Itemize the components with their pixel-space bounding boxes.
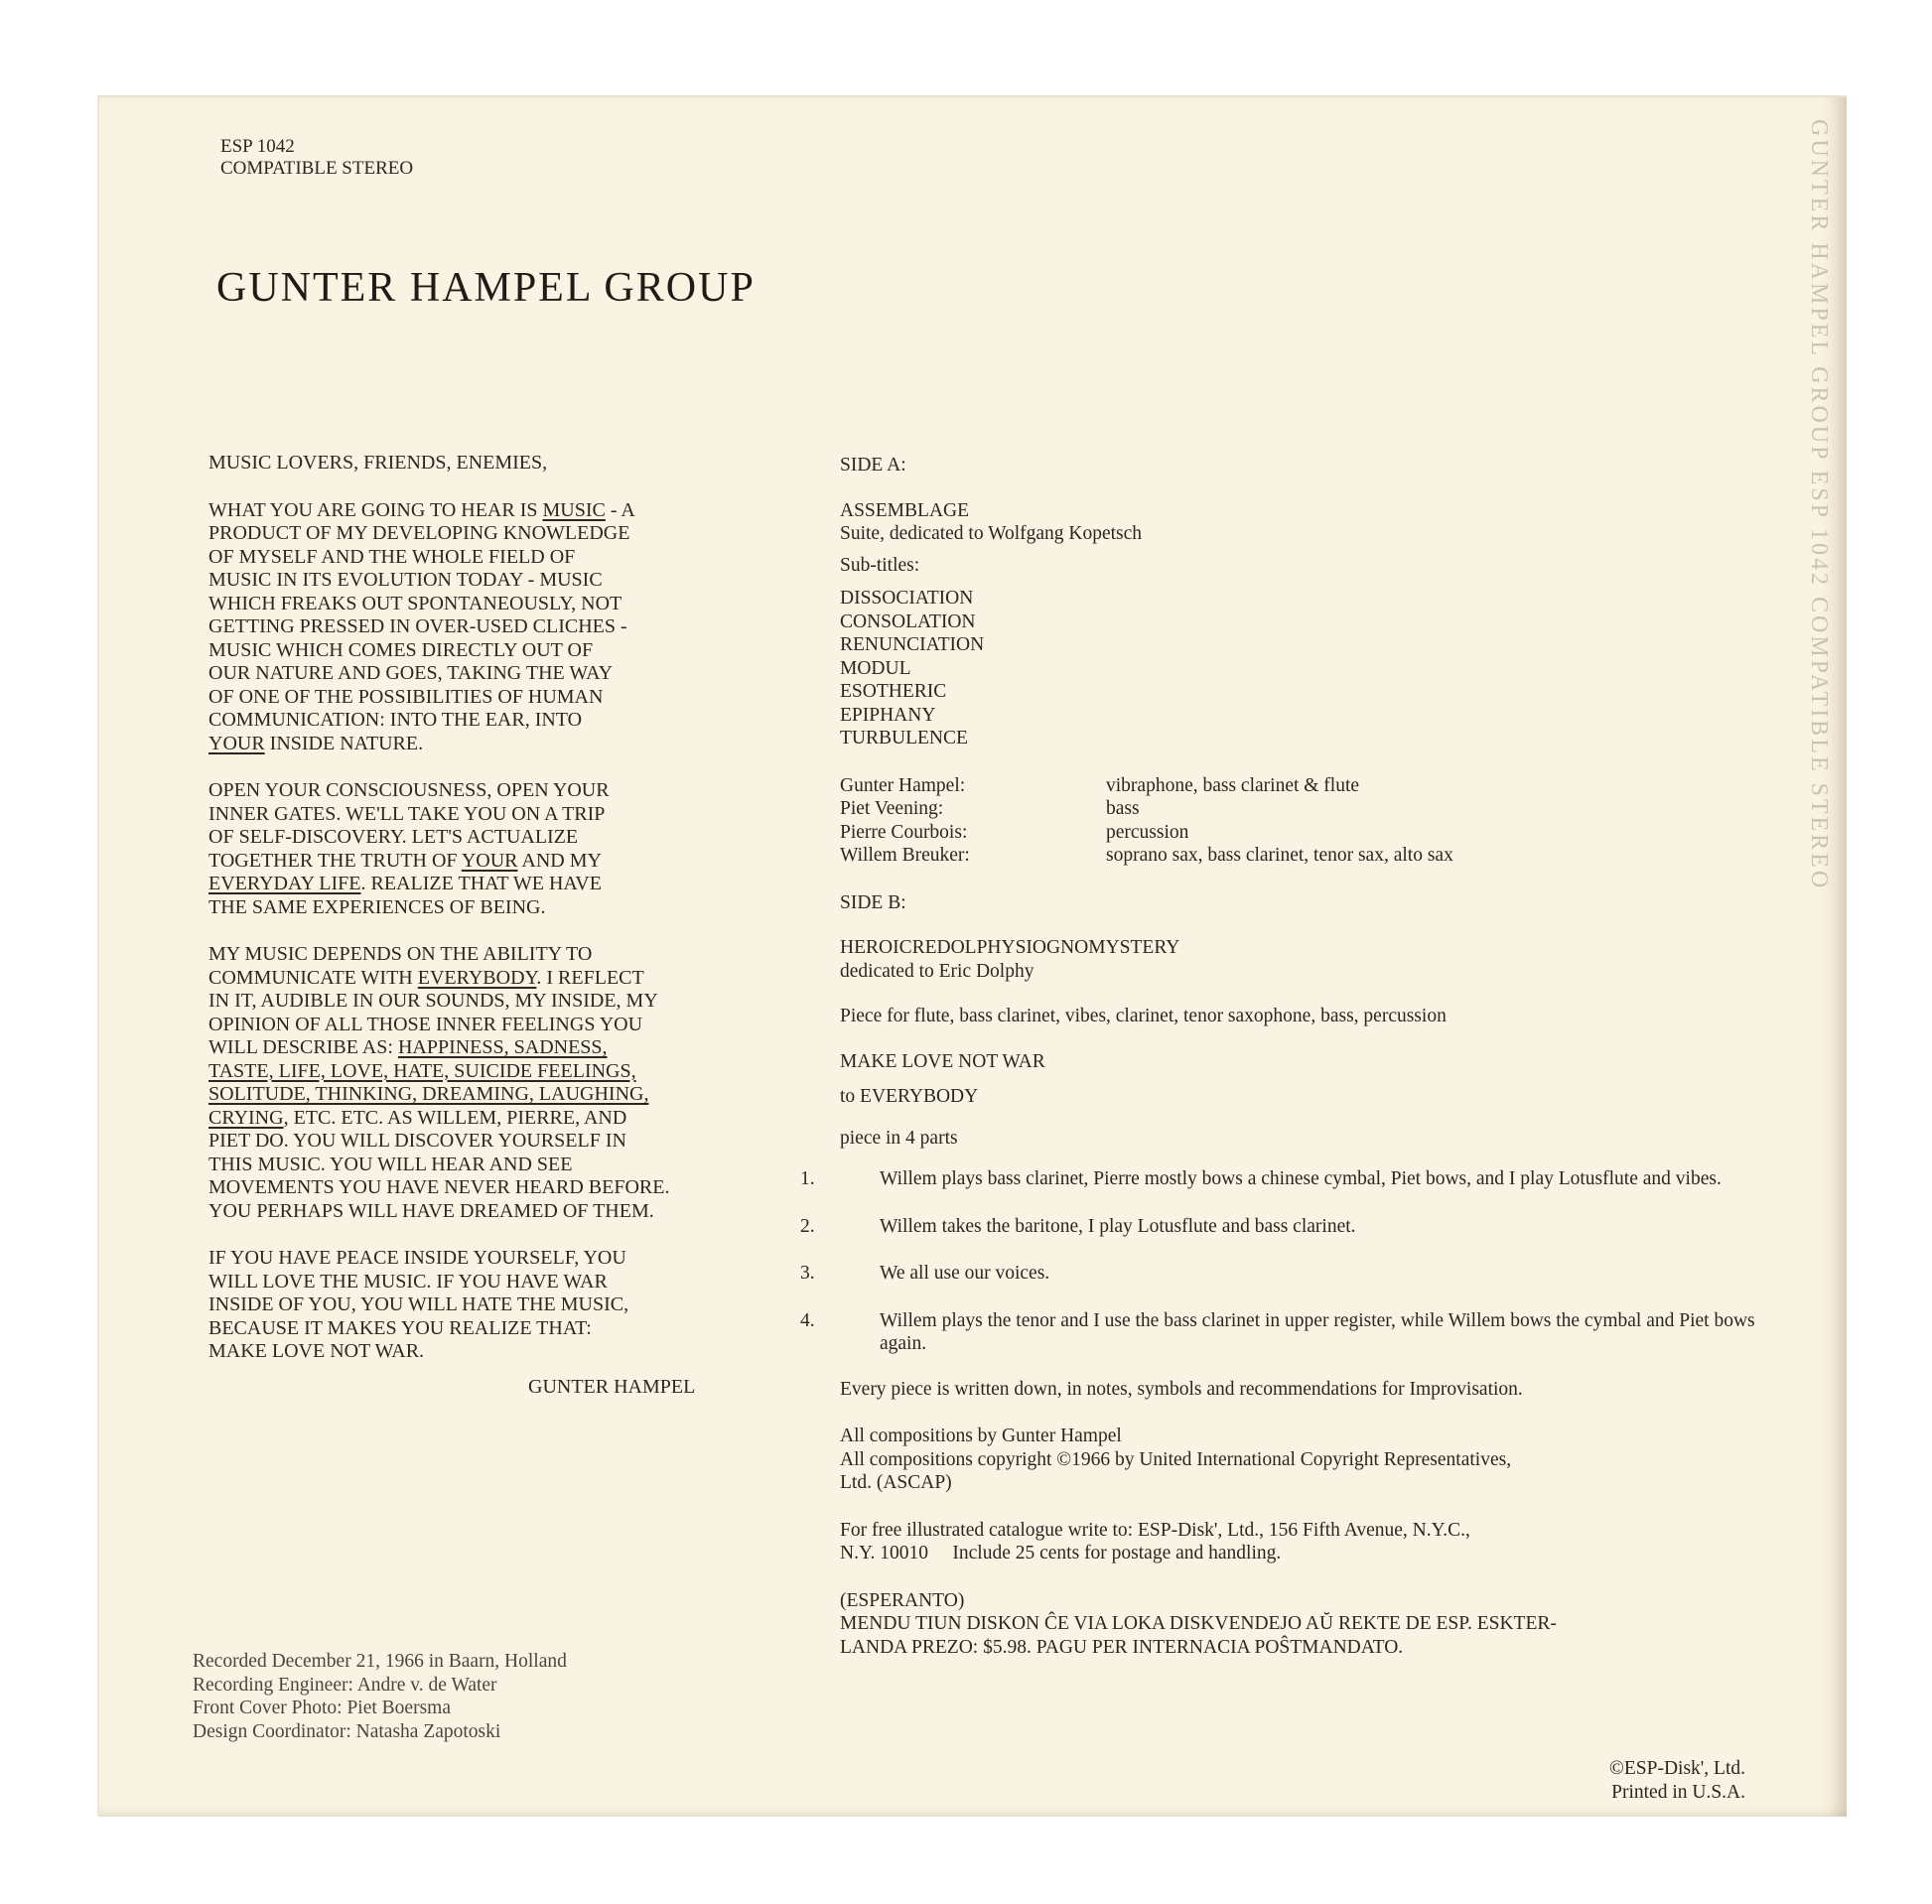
letter-line: [208, 1014, 774, 1037]
letter-text: PRODUCT OF MY DEVELOPING KNOWLEDGE: [208, 522, 630, 544]
personnel-instruments: percussion: [1106, 821, 1189, 843]
underlined-emphasis: EVERYDAY LIFE: [208, 873, 361, 894]
letter-paragraph-2: [208, 779, 774, 919]
letter-line: [208, 1293, 774, 1317]
letter-text: BECAUSE IT MAKES YOU REALIZE THAT:: [208, 1316, 592, 1339]
underlined-emphasis: YOUR: [208, 732, 265, 754]
letter-text: , ETC. ETC. AS WILLEM, PIERRE, AND: [283, 1106, 627, 1129]
letter-line: [208, 896, 774, 920]
letter-text: OF SELF-DISCOVERY. LET'S ACTUALIZE: [208, 826, 579, 848]
copyright-line-1: All compositions by Gunter Hampel: [840, 1426, 1122, 1446]
side-b-piece-1-dedication: dedicated to Eric Dolphy: [840, 960, 1035, 982]
letter-line: [208, 1060, 774, 1084]
catalogue-offer-line-2: N.Y. 10010 Include 25 cents for postage and handling.: [840, 1543, 1282, 1564]
subtitle-item: RENUNCIATION: [840, 634, 985, 655]
letter-line: [208, 686, 774, 710]
side-a-subtitles: [840, 587, 1793, 750]
footer-printed: Printed in U.S.A.: [1611, 1781, 1745, 1803]
letter-text: COMMUNICATE WITH: [208, 966, 418, 989]
letter-text: COMMUNICATION: INTO THE EAR, INTO: [208, 709, 583, 731]
part-item: [800, 1309, 1793, 1356]
letter-text: OPEN YOUR CONSCIOUSNESS, OPEN YOUR: [208, 779, 610, 801]
letter-line: [208, 615, 774, 639]
part-item: [800, 1167, 1793, 1191]
letter-line: [208, 733, 774, 756]
letter-text: AND MY: [517, 849, 602, 872]
personnel-name: Willem Breuker:: [840, 845, 970, 866]
letter-line: [208, 546, 774, 570]
notation-note: Every piece is written down, in notes, symbols and recommendations for Improvisation.: [840, 1378, 1523, 1400]
side-a-subtitles-label: Sub-titles:: [840, 554, 920, 576]
letter-line: [208, 1247, 774, 1271]
letter-line: [208, 639, 774, 663]
letter-text: MAKE LOVE NOT WAR.: [208, 1340, 425, 1362]
credit-engineer: Recording Engineer: Andre v. de Water: [193, 1674, 497, 1696]
letter-text: OPINION OF ALL THOSE INNER FEELINGS YOU: [208, 1013, 643, 1035]
side-a-dedication: Suite, dedicated to Wolfgang Kopetsch: [840, 523, 1143, 544]
underlined-emphasis: SOLITUDE, THINKING, DREAMING, LAUGHING,: [208, 1083, 649, 1105]
liner-letter: [208, 452, 774, 1399]
personnel-instruments: vibraphone, bass clarinet & flute: [1106, 774, 1360, 796]
letter-text: THIS MUSIC. YOU WILL HEAR AND SEE: [208, 1153, 573, 1175]
letter-text: TOGETHER THE TRUTH OF: [208, 849, 462, 872]
letter-line: [208, 1317, 774, 1341]
letter-line: [208, 1271, 774, 1294]
personnel-name: Piet Veening:: [840, 798, 944, 819]
letter-text: - A: [605, 498, 635, 521]
side-b-piece-1-title: HEROICREDOLPHYSIOGNOMYSTERY: [840, 937, 1180, 958]
letter-text: IF YOU HAVE PEACE INSIDE YOURSELF, YOU: [208, 1247, 626, 1269]
underlined-emphasis: EVERYBODY: [417, 966, 537, 989]
underlined-emphasis: HAPPINESS, SADNESS,: [397, 1036, 608, 1058]
letter-text: WILL LOVE THE MUSIC. IF YOU HAVE WAR: [208, 1270, 608, 1292]
catalogue-offer: [840, 1519, 1793, 1565]
part-number: 4.: [800, 1309, 815, 1331]
letter-line: [208, 779, 774, 803]
part-item: [800, 1215, 1793, 1239]
part-number: 3.: [800, 1263, 815, 1284]
letter-text: MUSIC WHICH COMES DIRECTLY OUT OF: [208, 638, 594, 661]
letter-text: YOU PERHAPS WILL HAVE DREAMED OF THEM.: [208, 1199, 654, 1222]
esperanto-block: [840, 1589, 1793, 1660]
subtitle-item: MODUL: [840, 657, 911, 679]
catalog-block: [220, 136, 413, 180]
letter-paragraph-4: [208, 1247, 774, 1364]
letter-line: [208, 709, 774, 733]
letter-line: [208, 873, 774, 896]
album-title: GUNTER HAMPEL GROUP: [216, 265, 756, 311]
letter-line: [208, 803, 774, 827]
side-b-heading: SIDE B:: [840, 891, 906, 913]
credit-cover-photo: Front Cover Photo: Piet Boersma: [193, 1698, 451, 1718]
underlined-emphasis: CRYING: [208, 1106, 284, 1129]
letter-text: GETTING PRESSED IN OVER-USED CLICHES -: [208, 615, 627, 637]
part-text: Willem plays the tenor and I use the bass clarinet in upper register, while Willem bows the cymbal and Piet bows again.: [880, 1309, 1755, 1354]
subtitle-item: TURBULENCE: [840, 728, 968, 748]
letter-line: [208, 826, 774, 850]
side-b-piece-2-parts: piece in 4 parts: [840, 1127, 958, 1149]
esperanto-line-1: MENDU TIUN DISKON ĈE VIA LOKA DISKVENDEJO AŬ REKTE DE ESP. ESKTER-: [840, 1613, 1557, 1634]
letter-line: [208, 990, 774, 1014]
letter-salutation: MUSIC LOVERS, FRIENDS, ENEMIES,: [208, 452, 548, 474]
letter-text: INSIDE NATURE.: [264, 732, 424, 754]
part-number: 1.: [800, 1168, 815, 1189]
parts-list: [800, 1167, 1793, 1356]
side-a-heading: SIDE A:: [840, 455, 906, 476]
part-text: Willem plays bass clarinet, Pierre mostly bows a chinese cymbal, Piet bows, and I play Lotusflute and vibes.: [880, 1168, 1722, 1189]
letter-line: [208, 522, 774, 546]
personnel-list: [840, 774, 1793, 868]
letter-line: [208, 499, 774, 523]
letter-line: [208, 1036, 774, 1060]
subtitle-item: ESOTHERIC: [840, 681, 947, 702]
catalog-number: ESP 1042: [220, 136, 295, 157]
subtitle-item: EPIPHANY: [840, 704, 936, 726]
letter-line: [208, 943, 774, 967]
letter-paragraph-1: [208, 499, 774, 756]
letter-text: OF MYSELF AND THE WHOLE FIELD OF: [208, 545, 576, 568]
footer-block: [1537, 1757, 1745, 1804]
letter-text: WILL DESCRIBE AS:: [208, 1036, 398, 1058]
letter-line: [208, 569, 774, 593]
underlined-emphasis: TASTE, LIFE, LOVE, HATE, SUICIDE FEELINGS,: [208, 1059, 636, 1082]
side-b-piece-2-title: MAKE LOVE NOT WAR: [840, 1050, 1045, 1072]
letter-line: [208, 1200, 774, 1224]
letter-text: INSIDE OF YOU, YOU WILL HATE THE MUSIC,: [208, 1293, 629, 1315]
letter-line: [208, 1107, 774, 1131]
letter-line: [208, 850, 774, 874]
personnel-instruments: bass: [1106, 798, 1140, 819]
personnel-name: Gunter Hampel:: [840, 774, 966, 796]
footer-copyright: ©ESP-Disk', Ltd.: [1609, 1758, 1745, 1779]
letter-text: OUR NATURE AND GOES, TAKING THE WAY: [208, 662, 614, 684]
recording-credits: [193, 1650, 567, 1743]
part-number: 2.: [800, 1215, 815, 1237]
letter-text: WHICH FREAKS OUT SPONTANEOUSLY, NOT: [208, 592, 622, 614]
personnel-instruments: soprano sax, bass clarinet, tenor sax, alto sax: [1106, 845, 1453, 866]
copyright-line-3: Ltd. (ASCAP): [840, 1472, 952, 1493]
part-text: Willem takes the baritone, I play Lotusflute and bass clarinet.: [880, 1215, 1356, 1237]
letter-text: . REALIZE THAT WE HAVE: [360, 873, 602, 894]
letter-signature: GUNTER HAMPEL: [528, 1375, 696, 1398]
letter-line: [208, 1340, 774, 1364]
letter-line: [208, 662, 774, 686]
copyright-line-2: All compositions copyright ©1966 by United International Copyright Representatives,: [840, 1448, 1512, 1470]
part-text: We all use our voices.: [880, 1263, 1050, 1284]
side-b-piece-2-dedication: to EVERYBODY: [840, 1086, 979, 1107]
underlined-emphasis: MUSIC: [542, 498, 606, 521]
letter-text: INNER GATES. WE'LL TAKE YOU ON A TRIP: [208, 802, 606, 825]
letter-text: MY MUSIC DEPENDS ON THE ABILITY TO: [208, 943, 593, 965]
letter-text: MOVEMENTS YOU HAVE NEVER HEARD BEFORE.: [208, 1176, 670, 1198]
letter-line: [208, 1130, 774, 1154]
catalogue-offer-line-1: For free illustrated catalogue write to: ESP-Disk', Ltd., 156 Fifth Avenue, N.Y.C.,: [840, 1519, 1470, 1541]
letter-text: IN IT, AUDIBLE IN OUR SOUNDS, MY INSIDE, MY: [208, 990, 658, 1012]
letter-line: [208, 1083, 774, 1107]
copyright-block: [840, 1425, 1793, 1495]
credit-recorded: Recorded December 21, 1966 in Baarn, Holland: [193, 1651, 567, 1672]
letter-line: [208, 967, 774, 991]
letter-text: . I REFLECT: [536, 966, 644, 989]
side-a-piece-title: ASSEMBLAGE: [840, 499, 970, 521]
esperanto-label: (ESPERANTO): [840, 1589, 965, 1611]
letter-text: OF ONE OF THE POSSIBILITIES OF HUMAN: [208, 685, 604, 708]
letter-line: [208, 1154, 774, 1177]
esperanto-line-2: LANDA PREZO: $5.98. PAGU PER INTERNACIA POŜTMANDATO.: [840, 1636, 1404, 1658]
letter-text: MUSIC IN ITS EVOLUTION TODAY - MUSIC: [208, 569, 603, 591]
track-listing: [800, 454, 1793, 1659]
side-b-piece-1-instrumentation: Piece for flute, bass clarinet, vibes, clarinet, tenor saxophone, bass, percussion: [840, 1006, 1447, 1026]
letter-line: [208, 1176, 774, 1200]
part-item: [800, 1262, 1793, 1286]
subtitle-item: CONSOLATION: [840, 611, 976, 632]
spine-text: GUNTER HAMPEL GROUP ESP 1042 COMPATIBLE STEREO: [1806, 119, 1832, 891]
letter-text: WHAT YOU ARE GOING TO HEAR IS: [208, 498, 543, 521]
letter-text: PIET DO. YOU WILL DISCOVER YOURSELF IN: [208, 1130, 626, 1152]
subtitle-item: DISSOCIATION: [840, 588, 974, 609]
letter-text: THE SAME EXPERIENCES OF BEING.: [208, 895, 546, 918]
credit-design: Design Coordinator: Natasha Zapotoski: [193, 1720, 501, 1742]
catalog-format: COMPATIBLE STEREO: [220, 158, 414, 179]
letter-line: [208, 593, 774, 616]
letter-paragraph-3: [208, 943, 774, 1223]
personnel-name: Pierre Courbois:: [840, 821, 968, 843]
underlined-emphasis: YOUR: [461, 849, 518, 872]
